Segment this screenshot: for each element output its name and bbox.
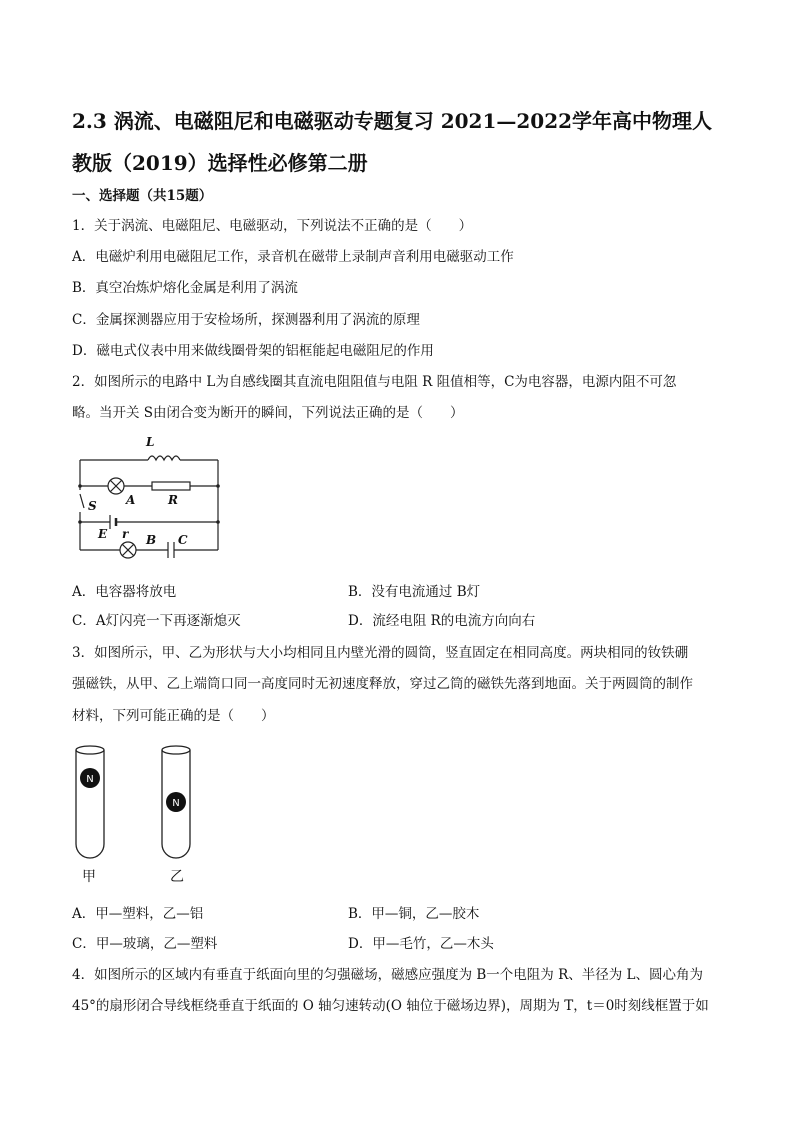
q3-option-b: B．甲—铜，乙—胶木 xyxy=(348,906,480,922)
label-E: E xyxy=(98,527,108,541)
label-R: R xyxy=(168,493,178,507)
label-A: A xyxy=(126,493,136,507)
q1-option-d: D．磁电式仪表中用来做线圈骨架的铝框能起电磁阻尼的作用 xyxy=(72,343,434,359)
q2-option-c: C．A灯闪亮一下再逐渐熄灭 xyxy=(72,613,241,629)
label-B: B xyxy=(146,533,157,547)
q2-stem-line1: 2．如图所示的电路中 L为自感线圈其直流电阻阻值与电阻 R 阻值相等，C为电容器，电源内阻不可忽 xyxy=(72,374,677,390)
q3-option-a: A．甲—塑料，乙—铝 xyxy=(72,906,204,922)
q3-stem-line3: 材料，下列可能正确的是（ ） xyxy=(72,708,275,724)
q1-option-b: B．真空冶炼炉熔化金属是利用了涡流 xyxy=(72,280,298,296)
label-L: L xyxy=(146,435,155,449)
q4-stem-line2: 45°的扇形闭合导线框绕垂直于纸面的 O 轴匀速转动(O 轴位于磁场边界)，周期为 T，t＝0时刻线框置于如 xyxy=(72,998,709,1014)
tube-label-jia: 甲 xyxy=(82,869,96,885)
circuit-diagram xyxy=(70,432,230,560)
q1-option-a: A．电磁炉利用电磁阻尼工作，录音机在磁带上录制声音利用电磁驱动工作 xyxy=(72,249,514,265)
label-r: r xyxy=(122,527,129,541)
label-S: S xyxy=(88,499,97,513)
label-C: C xyxy=(178,533,188,547)
magnet-jia xyxy=(80,768,100,788)
section-heading: 一、选择题（共15题） xyxy=(72,188,213,204)
q3-option-c: C．甲—玻璃，乙—塑料 xyxy=(72,936,218,952)
q1-stem: 1．关于涡流、电磁阻尼、电磁驱动，下列说法不正确的是（ ） xyxy=(72,218,473,234)
svg-text:N: N xyxy=(172,798,180,809)
q3-option-d: D．甲—毛竹，乙—木头 xyxy=(348,936,494,952)
q2-option-b: B．没有电流通过 B灯 xyxy=(348,584,481,600)
q3-stem-line2: 强磁铁，从甲、乙上端筒口同一高度同时无初速度释放，穿过乙筒的磁铁先落到地面。关于两圆筒的制作 xyxy=(72,676,693,692)
q3-stem-line1: 3．如图所示，甲、乙为形状与大小均相同且内壁光滑的圆筒，竖直固定在相同高度。两块相同的钕铁硼 xyxy=(72,645,689,661)
q4-stem-line1: 4．如图所示的区域内有垂直于纸面向里的匀强磁场，磁感应强度为 B一个电阻为 R、半径为 L、圆心角为 xyxy=(72,967,704,983)
tube-label-yi: 乙 xyxy=(170,869,184,885)
q2-option-d: D．流经电阻 R的电流方向向右 xyxy=(348,613,536,629)
magnet-yi xyxy=(166,792,186,812)
q2-stem-line2: 略。当开关 S由闭合变为断开的瞬间，下列说法正确的是（ ） xyxy=(72,405,464,421)
q1-option-c: C．金属探测器应用于安检场所，探测器利用了涡流的原理 xyxy=(72,312,420,328)
q2-option-a: A．电容器将放电 xyxy=(72,584,177,600)
svg-text:N: N xyxy=(86,774,94,785)
page-title: 2.3 涡流、电磁阻尼和电磁驱动专题复习 2021—2022学年高中物理人教版（2019）选择性必修第二册 xyxy=(72,109,713,175)
